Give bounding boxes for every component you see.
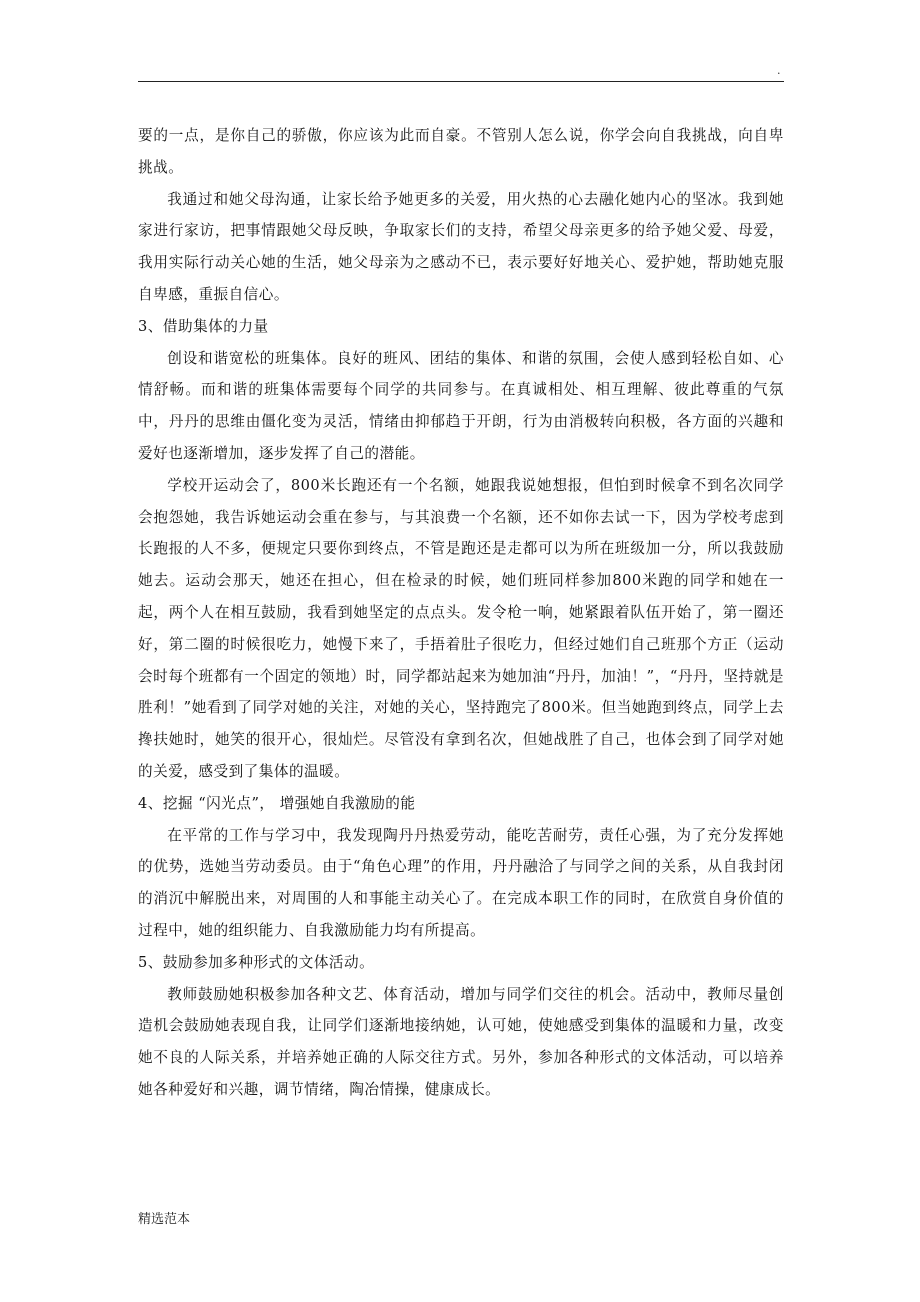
footer-label: 精选范本 [138, 1212, 191, 1227]
paragraph: 在平常的工作与学习中，我发现陶丹丹热爱劳动，能吃苦耐劳，责任心强，为了充分发挥她的优势，选她当劳动委员。由于“角色心理”的作用，丹丹融洽了与同学之间的关系，从自我封闭的消沉中解脱出来，对周围的人和事能主动关心了。在完成本职工作的同时，在欣赏自身价值的过程中，她的组织能力、自我激励能力均有所提高。 [138, 826, 784, 939]
paragraph: 学校开运动会了，800米长跑还有一个名额，她跟我说她想报，但怕到时候拿不到名次同学会抱怨她，我告诉她运动会重在参与，与其浪费一个名额，还不如你去试一下，因为学校考虑到长跑报的人不多，便规定只要你到终点，不管是跑还是走都可以为所在班级加一分，所以我鼓励她去。运动会那天，她还在担心，但在检录的时候，她们班同样参加800米跑的同学和她在一起，两个人在相互鼓励，我看到她坚定的点点头。发令枪一响，她紧跟着队伍开始了，第一圈还好，第二圈的时候很吃力，她慢下来了，手捂着肚子很吃力，但经过她们自己班那个方正（运动会时每个班都有一个固定的领地）时，同学都站起来为她加油“丹丹，加油！”，“丹丹，坚持就是胜利！”她看到了同学对她的关注，对她的关心，坚持跑完了800米。但当她跑到终点，同学上去搀扶她时，她笑的很开心，很灿烂。尽管没有拿到名次，但她战胜了自己，也体会到了同学对她的关爱，感受到了集体的温暖。 [138, 476, 784, 780]
paragraph: 要的一点，是你自己的骄傲，你应该为此而自豪。不管别人怎么说，你学会向自我挑战，向自卑挑战。 [138, 127, 784, 176]
paragraph: 我通过和她父母沟通，让家长给予她更多的关爱，用火热的心去融化她内心的坚冰。我到她家进行家访，把事情跟她父母反映，争取家长们的支持，希望父母亲更多的给予她父爱、母爱，我用实际行动关心她的生活，她父母亲为之感动不已，表示要好好地关心、爱护她，帮助她克服自卑感，重振自信心。 [138, 190, 784, 303]
paragraph: 教师鼓励她积极参加各种文艺、体育活动，增加与同学们交往的机会。活动中，教师尽量创造机会鼓励她表现自我，让同学们逐渐地接纳她，认可她，使她感受到集体的温暖和力量，改变她不良的人际关系，并培养她正确的人际交往方式。另外，参加各种形式的文体活动，可以培养她各种爱好和兴趣，调节情绪，陶冶情操，健康成长。 [138, 985, 784, 1098]
section-heading: 4、挖掘 “闪光点”， 增强她自我激励的能 [138, 794, 416, 812]
paragraph: 创设和谐宽松的班集体。良好的班风、团结的集体、和谐的氛围，会使人感到轻松自如、心情舒畅。而和谐的班集体需要每个同学的共同参与。在真诚相处、相互理解、彼此尊重的气氛中，丹丹的思维由僵化变为灵活，情绪由抑郁趋于开朗，行为由消极转向积极，各方面的兴趣和爱好也逐渐增加，逐步发挥了自己的潜能。 [138, 349, 784, 462]
header-rule [138, 81, 784, 82]
header-mark: . [777, 64, 781, 77]
document-body [138, 120, 784, 1106]
section-heading: 3、借助集体的力量 [138, 317, 269, 335]
section-heading: 5、鼓励参加多种形式的文体活动。 [138, 953, 375, 971]
